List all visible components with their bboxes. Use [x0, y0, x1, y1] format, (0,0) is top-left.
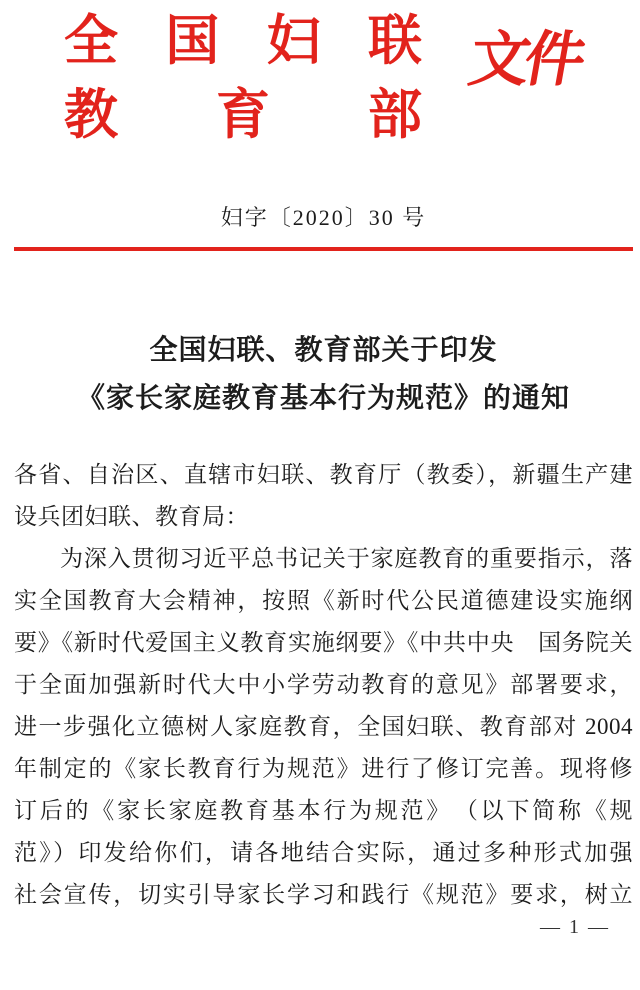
salutation — [14, 454, 633, 538]
issuing-org-names — [64, 10, 422, 146]
document-title — [14, 327, 633, 423]
org-name-char: 国 — [165, 11, 220, 71]
document-title-line2: 《家长家庭教育基本行为规范》的通知 — [76, 383, 570, 414]
body-line: 要》《新时代爱国主义教育实施纲要》《中共中央 国务院关 — [14, 630, 633, 655]
body-line: 范》）印发给你们，请各地结合实际，通过多种形式加强 — [14, 840, 633, 865]
salutation-line: 各省、自治区、直辖市妇联、教育厅（教委），新疆生产建 — [14, 462, 633, 487]
red-letterhead — [14, 0, 633, 146]
org-name-char: 教 — [64, 85, 118, 145]
doc-type-label: 文件 — [464, 27, 586, 93]
body-line: 社会宣传，切实引导家长学习和践行《规范》要求，树立 — [14, 882, 633, 907]
org-name-line2 — [64, 84, 422, 146]
doc-number: 妇字〔2020〕30 号 — [220, 205, 427, 230]
org-name-char: 妇 — [266, 11, 321, 71]
org-name-char: 全 — [64, 11, 118, 71]
body-line: 进一步强化立德树人家庭教育，全国妇联、教育部对 2004 — [14, 714, 633, 739]
org-name-line1 — [64, 10, 422, 72]
salutation-line: 设兵团妇联、教育局： — [14, 504, 249, 529]
org-name-char: 联 — [367, 11, 422, 71]
document-title-line1: 全国妇联、教育部关于印发 — [149, 335, 498, 366]
body-line: 订后的《家长家庭教育基本行为规范》 （以下简称《规 — [14, 798, 633, 823]
org-name-char: 育 — [216, 85, 270, 145]
body-line: 实全国教育大会精神，按照《新时代公民道德建设实施纲 — [14, 588, 633, 613]
red-divider-line — [14, 247, 633, 251]
page-number: — 1 — — [540, 916, 610, 938]
body-line: 年制定的《家长教育行为规范》进行了修订完善。现将修 — [14, 756, 633, 781]
body-line: 为深入贯彻习近平总书记关于家庭教育的重要指示，落 — [60, 546, 633, 571]
body-paragraph — [14, 538, 633, 916]
body-line: 于全面加强新时代大中小学劳动教育的意见》部署要求， — [14, 672, 633, 697]
org-name-char: 部 — [368, 85, 422, 145]
